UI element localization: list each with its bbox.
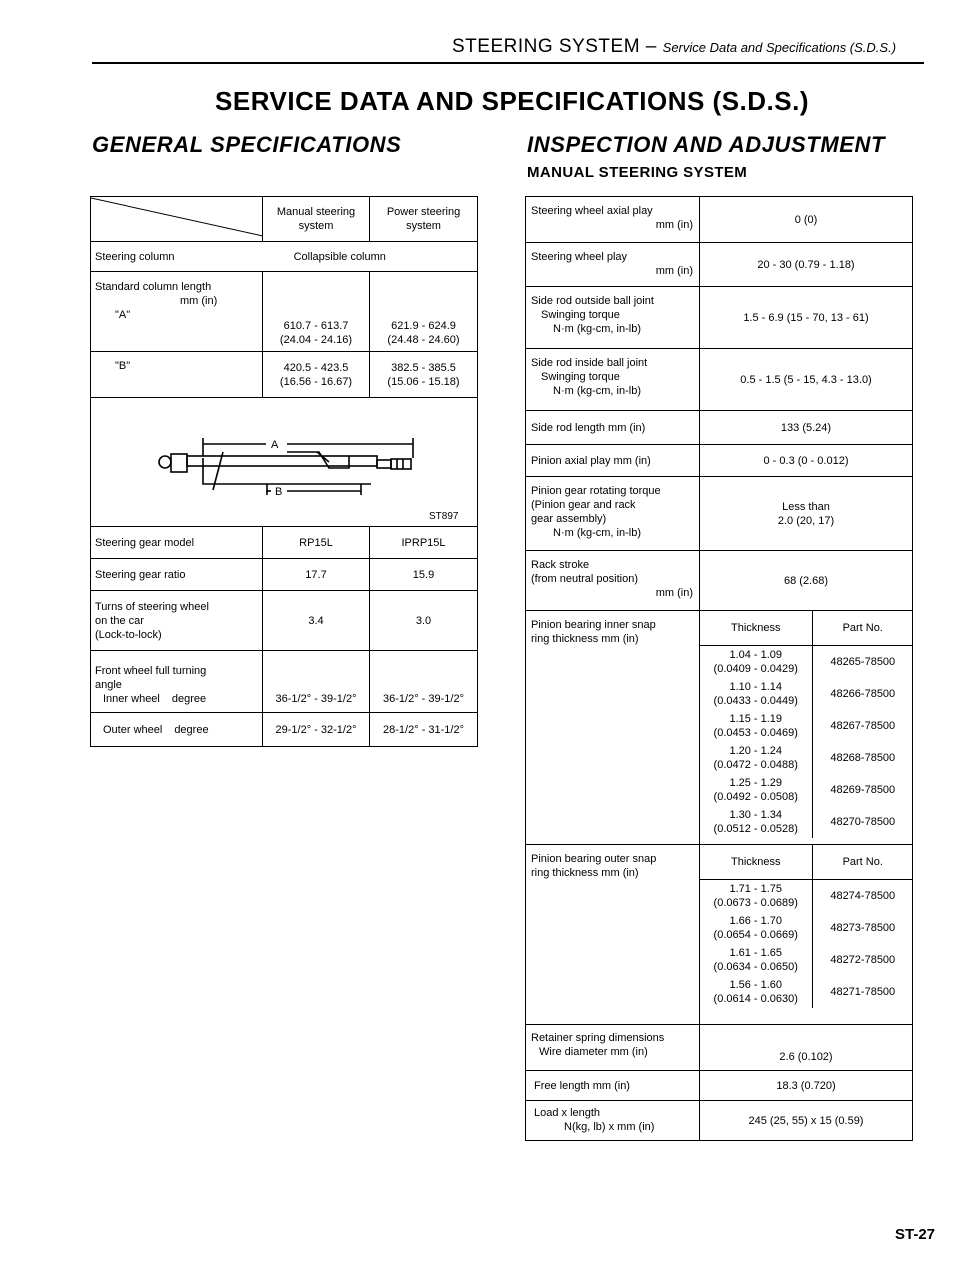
retainer-value: 2.6 (0.102) [700,1025,913,1071]
wheel-play-label: Steering wheel play mm (in) [526,243,700,287]
table-row [526,349,913,411]
manual-steering-heading: MANUAL STEERING SYSTEM [527,164,748,181]
b-label: "B" [91,352,263,398]
turns-manual: 3.4 [263,591,370,651]
table-row [526,411,913,445]
table-row: 1.15 - 1.19 (0.0453 - 0.0469) 48267-78500 [700,710,913,742]
table-row [91,651,478,713]
table-row [526,1071,913,1101]
pinion-torque-label: Pinion gear rotating torque (Pinion gear and rack gear assembly) N·m (kg-cm, in-lb) [526,477,700,551]
table-row [526,1025,913,1071]
retainer-label: Retainer spring dimensions Wire diameter mm (in) [526,1025,700,1071]
gear-ratio-power: 15.9 [370,559,478,591]
label-b: B [275,486,283,498]
table-row [91,352,478,398]
inner-snap-cell [700,611,913,845]
load-length-label: Load x length N(kg, lb) x mm (in) [526,1101,700,1141]
outside-joint-value: 1.5 - 6.9 (15 - 70, 13 - 61) [700,287,913,349]
thickness-header: Thickness [700,611,812,646]
table-row: 1.66 - 1.70 (0.0654 - 0.0669) 48273-78500 [700,912,913,944]
turns-label: Turns of steering wheel on the car (Lock-to-lock) [91,591,263,651]
figure-row [91,398,478,527]
gear-model-label: Steering gear model [91,527,263,559]
table-row [91,272,478,352]
steering-column-value: Collapsible column [263,242,478,272]
b-power-value: 382.5 - 385.5 (15.06 - 15.18) [370,352,478,398]
turning-angle-label: Front wheel full turning angle Inner wheel degree [91,651,263,713]
table-row [526,477,913,551]
table-row: 1.30 - 1.34 (0.0512 - 0.0528) 48270-78500 [700,806,913,838]
general-specs-table [90,196,478,747]
label-a: A [271,439,279,451]
table-row [526,611,913,845]
table-row [526,845,913,1025]
steering-column-diagram [91,398,478,526]
table-row [526,1101,913,1141]
load-length-value: 245 (25, 55) x 15 (0.59) [700,1101,913,1141]
header-rule [92,62,924,64]
inside-joint-label: Side rod inside ball joint Swinging torque N·m (kg-cm, in-lb) [526,349,700,411]
inner-snap-table [700,611,913,838]
table-row: 1.20 - 1.24 (0.0472 - 0.0488) 48268-78500 [700,742,913,774]
pinion-axial-value: 0 - 0.3 (0 - 0.012) [700,445,913,477]
table-row: 1.25 - 1.29 (0.0492 - 0.0508) 48269-78500 [700,774,913,806]
table-row [91,527,478,559]
diagonal-line [91,197,263,237]
inspection-table [525,196,913,1141]
page-title: SERVICE DATA AND SPECIFICATIONS (S.D.S.) [215,86,809,116]
inner-snap-label: Pinion bearing inner snap ring thickness mm (in) [526,611,700,845]
table-row [91,242,478,272]
inner-wheel-manual: 36-1/2° - 39-1/2° [263,651,370,713]
column-length-label: Standard column length mm (in) "A" [91,272,263,352]
table-row [526,551,913,611]
table-row: 1.61 - 1.65 (0.0634 - 0.0650) 48272-78500 [700,944,913,976]
outer-wheel-label: Outer wheel degree [91,713,263,747]
gear-model-manual: RP15L [263,527,370,559]
page-number: ST-27 [895,1226,936,1243]
axial-play-value: 0 (0) [700,197,913,243]
axial-play-label: Steering wheel axial play mm (in) [526,197,700,243]
free-length-value: 18.3 (0.720) [700,1071,913,1101]
steering-column-figure [91,398,478,527]
table-row: 1.10 - 1.14 (0.0433 - 0.0449) 48266-78500 [700,678,913,710]
running-header [452,36,896,58]
table-row: 1.71 - 1.75 (0.0673 - 0.0689) 48274-78500 [700,880,913,912]
header-title: STEERING SYSTEM [452,36,641,57]
outer-snap-table [700,845,913,1008]
wheel-play-value: 20 - 30 (0.79 - 1.18) [700,243,913,287]
free-length-label: Free length mm (in) [526,1071,700,1101]
outer-snap-label: Pinion bearing outer snap ring thickness mm (in) [526,845,700,1025]
outer-snap-cell [700,845,913,1025]
table-row: 1.56 - 1.60 (0.0614 - 0.0630) 48271-78500 [700,976,913,1008]
table-row [526,197,913,243]
table-row [526,243,913,287]
col-manual-header: Manual steering system [263,197,370,242]
pinion-torque-value: Less than 2.0 (20, 17) [700,477,913,551]
part-no-header: Part No. [812,611,913,646]
steering-column-label: Steering column [91,242,263,272]
inner-wheel-power: 36-1/2° - 39-1/2° [370,651,478,713]
gear-ratio-label: Steering gear ratio [91,559,263,591]
a-manual-value: 610.7 - 613.7 (24.04 - 24.16) [263,272,370,352]
rod-length-value: 133 (5.24) [700,411,913,445]
table-row: 1.04 - 1.09 (0.0409 - 0.0429) 48265-78500 [700,646,913,678]
rod-length-label: Side rod length mm (in) [526,411,700,445]
table-row [91,713,478,747]
inside-joint-value: 0.5 - 1.5 (5 - 15, 4.3 - 13.0) [700,349,913,411]
col-power-header: Power steering system [370,197,478,242]
part-no-header: Part No. [812,845,913,880]
turns-power: 3.0 [370,591,478,651]
rack-stroke-label: Rack stroke (from neutral position) mm (in) [526,551,700,611]
diagonal-cell [91,197,263,242]
table-row [91,591,478,651]
table-header-row [91,197,478,242]
outer-wheel-manual: 29-1/2° - 32-1/2° [263,713,370,747]
rack-stroke-value: 68 (2.68) [700,551,913,611]
outer-wheel-power: 28-1/2° - 31-1/2° [370,713,478,747]
a-power-value: 621.9 - 624.9 (24.48 - 24.60) [370,272,478,352]
gear-model-power: IPRP15L [370,527,478,559]
table-row [526,445,913,477]
header-subtitle: Service Data and Specifications (S.D.S.) [662,40,897,55]
thickness-header: Thickness [700,845,812,880]
gear-ratio-manual: 17.7 [263,559,370,591]
pinion-axial-label: Pinion axial play mm (in) [526,445,700,477]
header-sep: – [640,36,663,57]
table-row [526,287,913,349]
figure-code: ST897 [429,511,459,522]
general-specs-heading: GENERAL SPECIFICATIONS [92,132,402,157]
b-manual-value: 420.5 - 423.5 (16.56 - 16.67) [263,352,370,398]
inspection-heading: INSPECTION AND ADJUSTMENT [527,132,886,157]
table-row [91,559,478,591]
outside-joint-label: Side rod outside ball joint Swinging torque N·m (kg-cm, in-lb) [526,287,700,349]
